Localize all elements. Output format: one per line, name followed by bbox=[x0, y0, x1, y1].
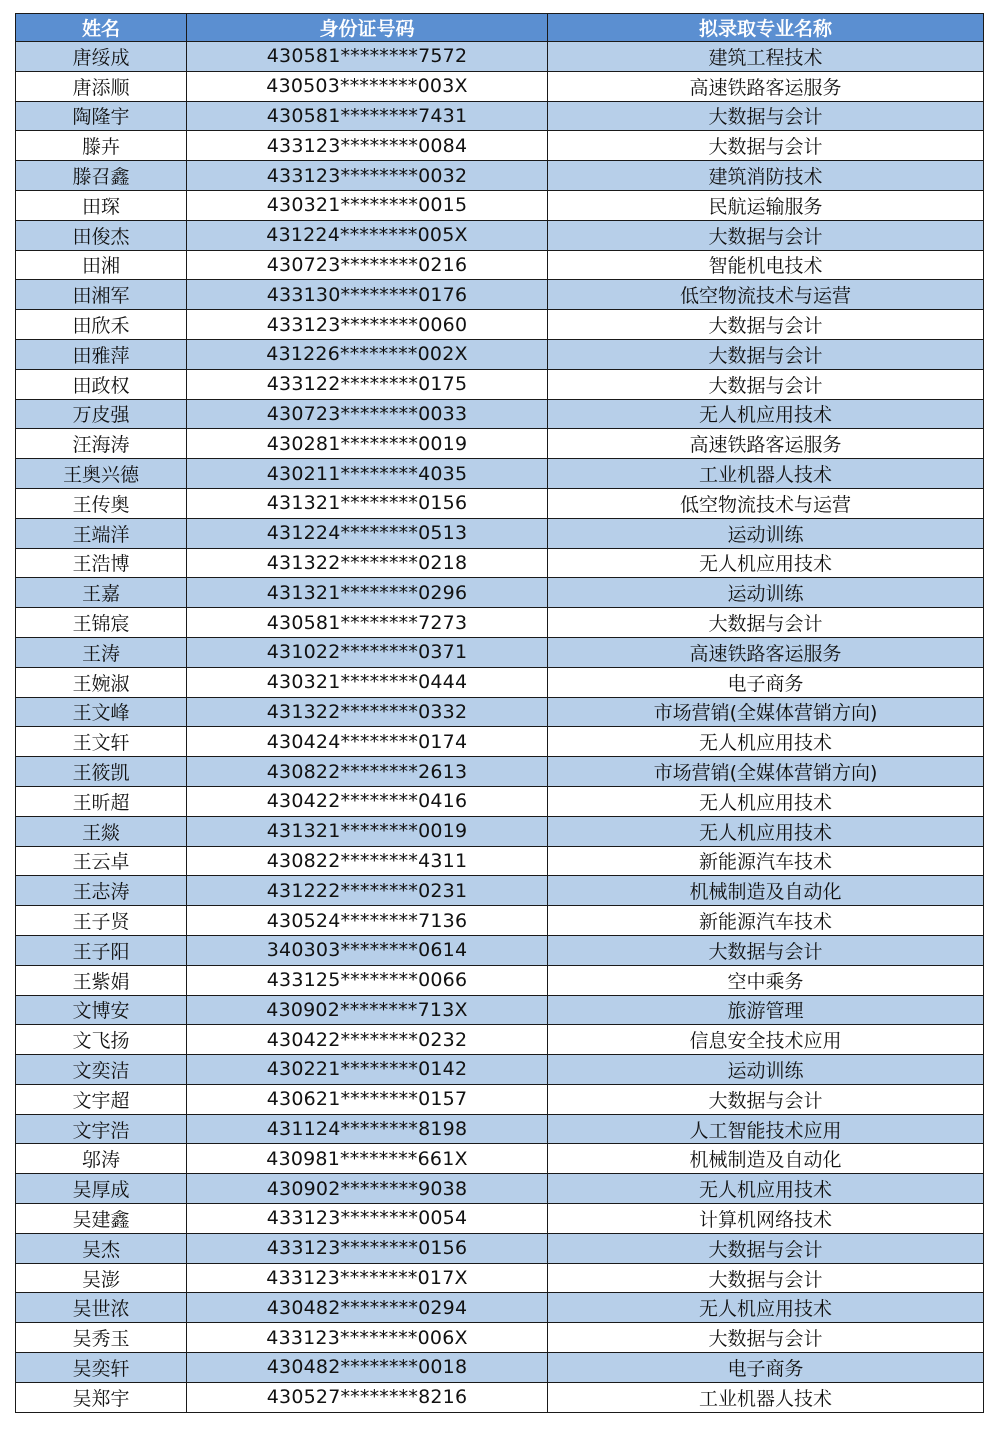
cell-name: 文宇超 bbox=[16, 1084, 187, 1114]
table-row bbox=[16, 71, 984, 101]
cell-major: 新能源汽车技术 bbox=[548, 906, 984, 936]
cell-major: 智能机电技术 bbox=[548, 250, 984, 280]
cell-major: 大数据与会计 bbox=[548, 1263, 984, 1293]
table-row bbox=[16, 1353, 984, 1383]
cell-major: 大数据与会计 bbox=[548, 608, 984, 638]
cell-major: 大数据与会计 bbox=[548, 220, 984, 250]
cell-id-number: 431322********0332 bbox=[187, 697, 548, 727]
cell-major: 人工智能技术应用 bbox=[548, 1114, 984, 1144]
cell-id-number: 430321********0015 bbox=[187, 190, 548, 220]
cell-id-number: 430211********4035 bbox=[187, 459, 548, 489]
cell-id-number: 433123********017X bbox=[187, 1263, 548, 1293]
cell-name: 王昕超 bbox=[16, 786, 187, 816]
cell-name: 万皮强 bbox=[16, 399, 187, 429]
table-row bbox=[16, 131, 984, 161]
cell-id-number: 430723********0033 bbox=[187, 399, 548, 429]
cell-name: 邬涛 bbox=[16, 1144, 187, 1174]
table-row bbox=[16, 101, 984, 131]
table-row bbox=[16, 1233, 984, 1263]
cell-name: 文宇浩 bbox=[16, 1114, 187, 1144]
cell-major: 低空物流技术与运营 bbox=[548, 488, 984, 518]
admission-table bbox=[15, 13, 984, 1413]
table-row bbox=[16, 429, 984, 459]
cell-name: 吴厚成 bbox=[16, 1174, 187, 1204]
table-row bbox=[16, 816, 984, 846]
cell-id-number: 431322********0218 bbox=[187, 548, 548, 578]
cell-id-number: 433123********0032 bbox=[187, 161, 548, 191]
table-row bbox=[16, 488, 984, 518]
cell-name: 王涛 bbox=[16, 637, 187, 667]
table-row bbox=[16, 1114, 984, 1144]
cell-name: 王浩博 bbox=[16, 548, 187, 578]
cell-id-number: 430723********0216 bbox=[187, 250, 548, 280]
cell-major: 市场营销(全媒体营销方向) bbox=[548, 757, 984, 787]
table-row bbox=[16, 1382, 984, 1412]
header-id-number: 身份证号码 bbox=[187, 14, 548, 42]
table-row bbox=[16, 965, 984, 995]
table-row bbox=[16, 1055, 984, 1085]
cell-major: 工业机器人技术 bbox=[548, 1382, 984, 1412]
cell-name: 吴世浓 bbox=[16, 1293, 187, 1323]
cell-id-number: 433123********0084 bbox=[187, 131, 548, 161]
cell-id-number: 430822********2613 bbox=[187, 757, 548, 787]
cell-name: 吴郑宇 bbox=[16, 1382, 187, 1412]
cell-name: 王文轩 bbox=[16, 727, 187, 757]
cell-name: 王燚 bbox=[16, 816, 187, 846]
cell-major: 建筑消防技术 bbox=[548, 161, 984, 191]
cell-id-number: 431321********0296 bbox=[187, 578, 548, 608]
cell-id-number: 431321********0156 bbox=[187, 488, 548, 518]
table-row bbox=[16, 399, 984, 429]
cell-name: 田琛 bbox=[16, 190, 187, 220]
cell-name: 田湘 bbox=[16, 250, 187, 280]
table-row bbox=[16, 161, 984, 191]
cell-id-number: 431321********0019 bbox=[187, 816, 548, 846]
cell-id-number: 431224********005X bbox=[187, 220, 548, 250]
cell-major: 大数据与会计 bbox=[548, 1084, 984, 1114]
cell-major: 旅游管理 bbox=[548, 995, 984, 1025]
cell-name: 滕卉 bbox=[16, 131, 187, 161]
table-row bbox=[16, 906, 984, 936]
cell-id-number: 430527********8216 bbox=[187, 1382, 548, 1412]
cell-major: 高速铁路客运服务 bbox=[548, 429, 984, 459]
table-row bbox=[16, 1204, 984, 1234]
cell-id-number: 433123********0054 bbox=[187, 1204, 548, 1234]
table-row bbox=[16, 250, 984, 280]
cell-major: 无人机应用技术 bbox=[548, 727, 984, 757]
cell-major: 高速铁路客运服务 bbox=[548, 71, 984, 101]
table-row bbox=[16, 1084, 984, 1114]
cell-name: 田政权 bbox=[16, 369, 187, 399]
cell-name: 王子阳 bbox=[16, 935, 187, 965]
cell-name: 田雅萍 bbox=[16, 339, 187, 369]
table-row bbox=[16, 1174, 984, 1204]
cell-major: 机械制造及自动化 bbox=[548, 876, 984, 906]
cell-id-number: 431224********0513 bbox=[187, 518, 548, 548]
admission-list bbox=[15, 13, 983, 1413]
table-row bbox=[16, 637, 984, 667]
table-row bbox=[16, 608, 984, 638]
cell-name: 王端洋 bbox=[16, 518, 187, 548]
cell-major: 市场营销(全媒体营销方向) bbox=[548, 697, 984, 727]
cell-id-number: 430581********7572 bbox=[187, 42, 548, 72]
cell-id-number: 430581********7273 bbox=[187, 608, 548, 638]
cell-id-number: 430422********0416 bbox=[187, 786, 548, 816]
cell-id-number: 433123********006X bbox=[187, 1323, 548, 1353]
cell-name: 王传奥 bbox=[16, 488, 187, 518]
cell-name: 田湘军 bbox=[16, 280, 187, 310]
header-name: 姓名 bbox=[16, 14, 187, 42]
cell-name: 文奕洁 bbox=[16, 1055, 187, 1085]
header-major: 拟录取专业名称 bbox=[548, 14, 984, 42]
cell-name: 王云卓 bbox=[16, 846, 187, 876]
cell-id-number: 340303********0614 bbox=[187, 935, 548, 965]
cell-id-number: 430981********661X bbox=[187, 1144, 548, 1174]
cell-major: 无人机应用技术 bbox=[548, 786, 984, 816]
cell-id-number: 433122********0175 bbox=[187, 369, 548, 399]
cell-id-number: 430902********713X bbox=[187, 995, 548, 1025]
table-body bbox=[16, 42, 984, 1413]
cell-name: 王子贤 bbox=[16, 906, 187, 936]
cell-name: 田欣禾 bbox=[16, 310, 187, 340]
cell-name: 吴杰 bbox=[16, 1233, 187, 1263]
cell-major: 空中乘务 bbox=[548, 965, 984, 995]
cell-name: 吴秀玉 bbox=[16, 1323, 187, 1353]
cell-id-number: 430321********0444 bbox=[187, 667, 548, 697]
cell-name: 王锦宸 bbox=[16, 608, 187, 638]
cell-name: 田俊杰 bbox=[16, 220, 187, 250]
cell-major: 无人机应用技术 bbox=[548, 1293, 984, 1323]
table-row bbox=[16, 1323, 984, 1353]
table-header-row bbox=[16, 14, 984, 42]
cell-name: 唐添顺 bbox=[16, 71, 187, 101]
table-row bbox=[16, 42, 984, 72]
cell-major: 大数据与会计 bbox=[548, 935, 984, 965]
cell-name: 王婉淑 bbox=[16, 667, 187, 697]
table-row bbox=[16, 1144, 984, 1174]
cell-name: 唐绥成 bbox=[16, 42, 187, 72]
cell-name: 文博安 bbox=[16, 995, 187, 1025]
cell-id-number: 433125********0066 bbox=[187, 965, 548, 995]
table-row bbox=[16, 578, 984, 608]
cell-id-number: 430581********7431 bbox=[187, 101, 548, 131]
cell-major: 民航运输服务 bbox=[548, 190, 984, 220]
cell-id-number: 430902********9038 bbox=[187, 1174, 548, 1204]
cell-major: 无人机应用技术 bbox=[548, 1174, 984, 1204]
cell-id-number: 431124********8198 bbox=[187, 1114, 548, 1144]
cell-major: 计算机网络技术 bbox=[548, 1204, 984, 1234]
table-row bbox=[16, 548, 984, 578]
cell-major: 大数据与会计 bbox=[548, 1233, 984, 1263]
cell-name: 吴澎 bbox=[16, 1263, 187, 1293]
table-row bbox=[16, 310, 984, 340]
cell-name: 陶隆宇 bbox=[16, 101, 187, 131]
cell-id-number: 430503********003X bbox=[187, 71, 548, 101]
cell-name: 王志涛 bbox=[16, 876, 187, 906]
table-row bbox=[16, 757, 984, 787]
cell-major: 大数据与会计 bbox=[548, 310, 984, 340]
cell-id-number: 431222********0231 bbox=[187, 876, 548, 906]
cell-major: 大数据与会计 bbox=[548, 1323, 984, 1353]
table-row bbox=[16, 459, 984, 489]
cell-id-number: 433123********0060 bbox=[187, 310, 548, 340]
table-row bbox=[16, 339, 984, 369]
cell-id-number: 430482********0018 bbox=[187, 1353, 548, 1383]
cell-name: 王筱凯 bbox=[16, 757, 187, 787]
cell-name: 王奥兴德 bbox=[16, 459, 187, 489]
cell-major: 大数据与会计 bbox=[548, 339, 984, 369]
cell-id-number: 430482********0294 bbox=[187, 1293, 548, 1323]
table-row bbox=[16, 786, 984, 816]
table-row bbox=[16, 220, 984, 250]
cell-major: 低空物流技术与运营 bbox=[548, 280, 984, 310]
cell-major: 工业机器人技术 bbox=[548, 459, 984, 489]
cell-name: 王嘉 bbox=[16, 578, 187, 608]
cell-id-number: 430221********0142 bbox=[187, 1055, 548, 1085]
table-row bbox=[16, 667, 984, 697]
table-row bbox=[16, 846, 984, 876]
table-row bbox=[16, 727, 984, 757]
table-row bbox=[16, 369, 984, 399]
cell-id-number: 430422********0232 bbox=[187, 1025, 548, 1055]
cell-major: 运动训练 bbox=[548, 578, 984, 608]
table-row bbox=[16, 995, 984, 1025]
cell-name: 文飞扬 bbox=[16, 1025, 187, 1055]
table-row bbox=[16, 697, 984, 727]
table-row bbox=[16, 1263, 984, 1293]
cell-id-number: 430524********7136 bbox=[187, 906, 548, 936]
cell-name: 滕召鑫 bbox=[16, 161, 187, 191]
cell-id-number: 431022********0371 bbox=[187, 637, 548, 667]
cell-major: 大数据与会计 bbox=[548, 369, 984, 399]
cell-id-number: 430281********0019 bbox=[187, 429, 548, 459]
cell-major: 信息安全技术应用 bbox=[548, 1025, 984, 1055]
cell-major: 无人机应用技术 bbox=[548, 548, 984, 578]
table-row bbox=[16, 518, 984, 548]
cell-name: 吴建鑫 bbox=[16, 1204, 187, 1234]
cell-major: 运动训练 bbox=[548, 1055, 984, 1085]
cell-name: 吴奕轩 bbox=[16, 1353, 187, 1383]
cell-major: 无人机应用技术 bbox=[548, 816, 984, 846]
cell-id-number: 430822********4311 bbox=[187, 846, 548, 876]
cell-major: 电子商务 bbox=[548, 1353, 984, 1383]
cell-id-number: 433130********0176 bbox=[187, 280, 548, 310]
table-row bbox=[16, 190, 984, 220]
table-row bbox=[16, 1025, 984, 1055]
cell-major: 无人机应用技术 bbox=[548, 399, 984, 429]
cell-id-number: 433123********0156 bbox=[187, 1233, 548, 1263]
cell-id-number: 430424********0174 bbox=[187, 727, 548, 757]
cell-id-number: 430621********0157 bbox=[187, 1084, 548, 1114]
cell-major: 大数据与会计 bbox=[548, 101, 984, 131]
cell-major: 高速铁路客运服务 bbox=[548, 637, 984, 667]
cell-major: 机械制造及自动化 bbox=[548, 1144, 984, 1174]
cell-name: 王紫娟 bbox=[16, 965, 187, 995]
cell-name: 王文峰 bbox=[16, 697, 187, 727]
table-row bbox=[16, 935, 984, 965]
cell-major: 新能源汽车技术 bbox=[548, 846, 984, 876]
table-row bbox=[16, 876, 984, 906]
cell-major: 大数据与会计 bbox=[548, 131, 984, 161]
cell-id-number: 431226********002X bbox=[187, 339, 548, 369]
cell-major: 建筑工程技术 bbox=[548, 42, 984, 72]
cell-major: 电子商务 bbox=[548, 667, 984, 697]
table-row bbox=[16, 280, 984, 310]
cell-name: 汪海涛 bbox=[16, 429, 187, 459]
table-row bbox=[16, 1293, 984, 1323]
cell-major: 运动训练 bbox=[548, 518, 984, 548]
